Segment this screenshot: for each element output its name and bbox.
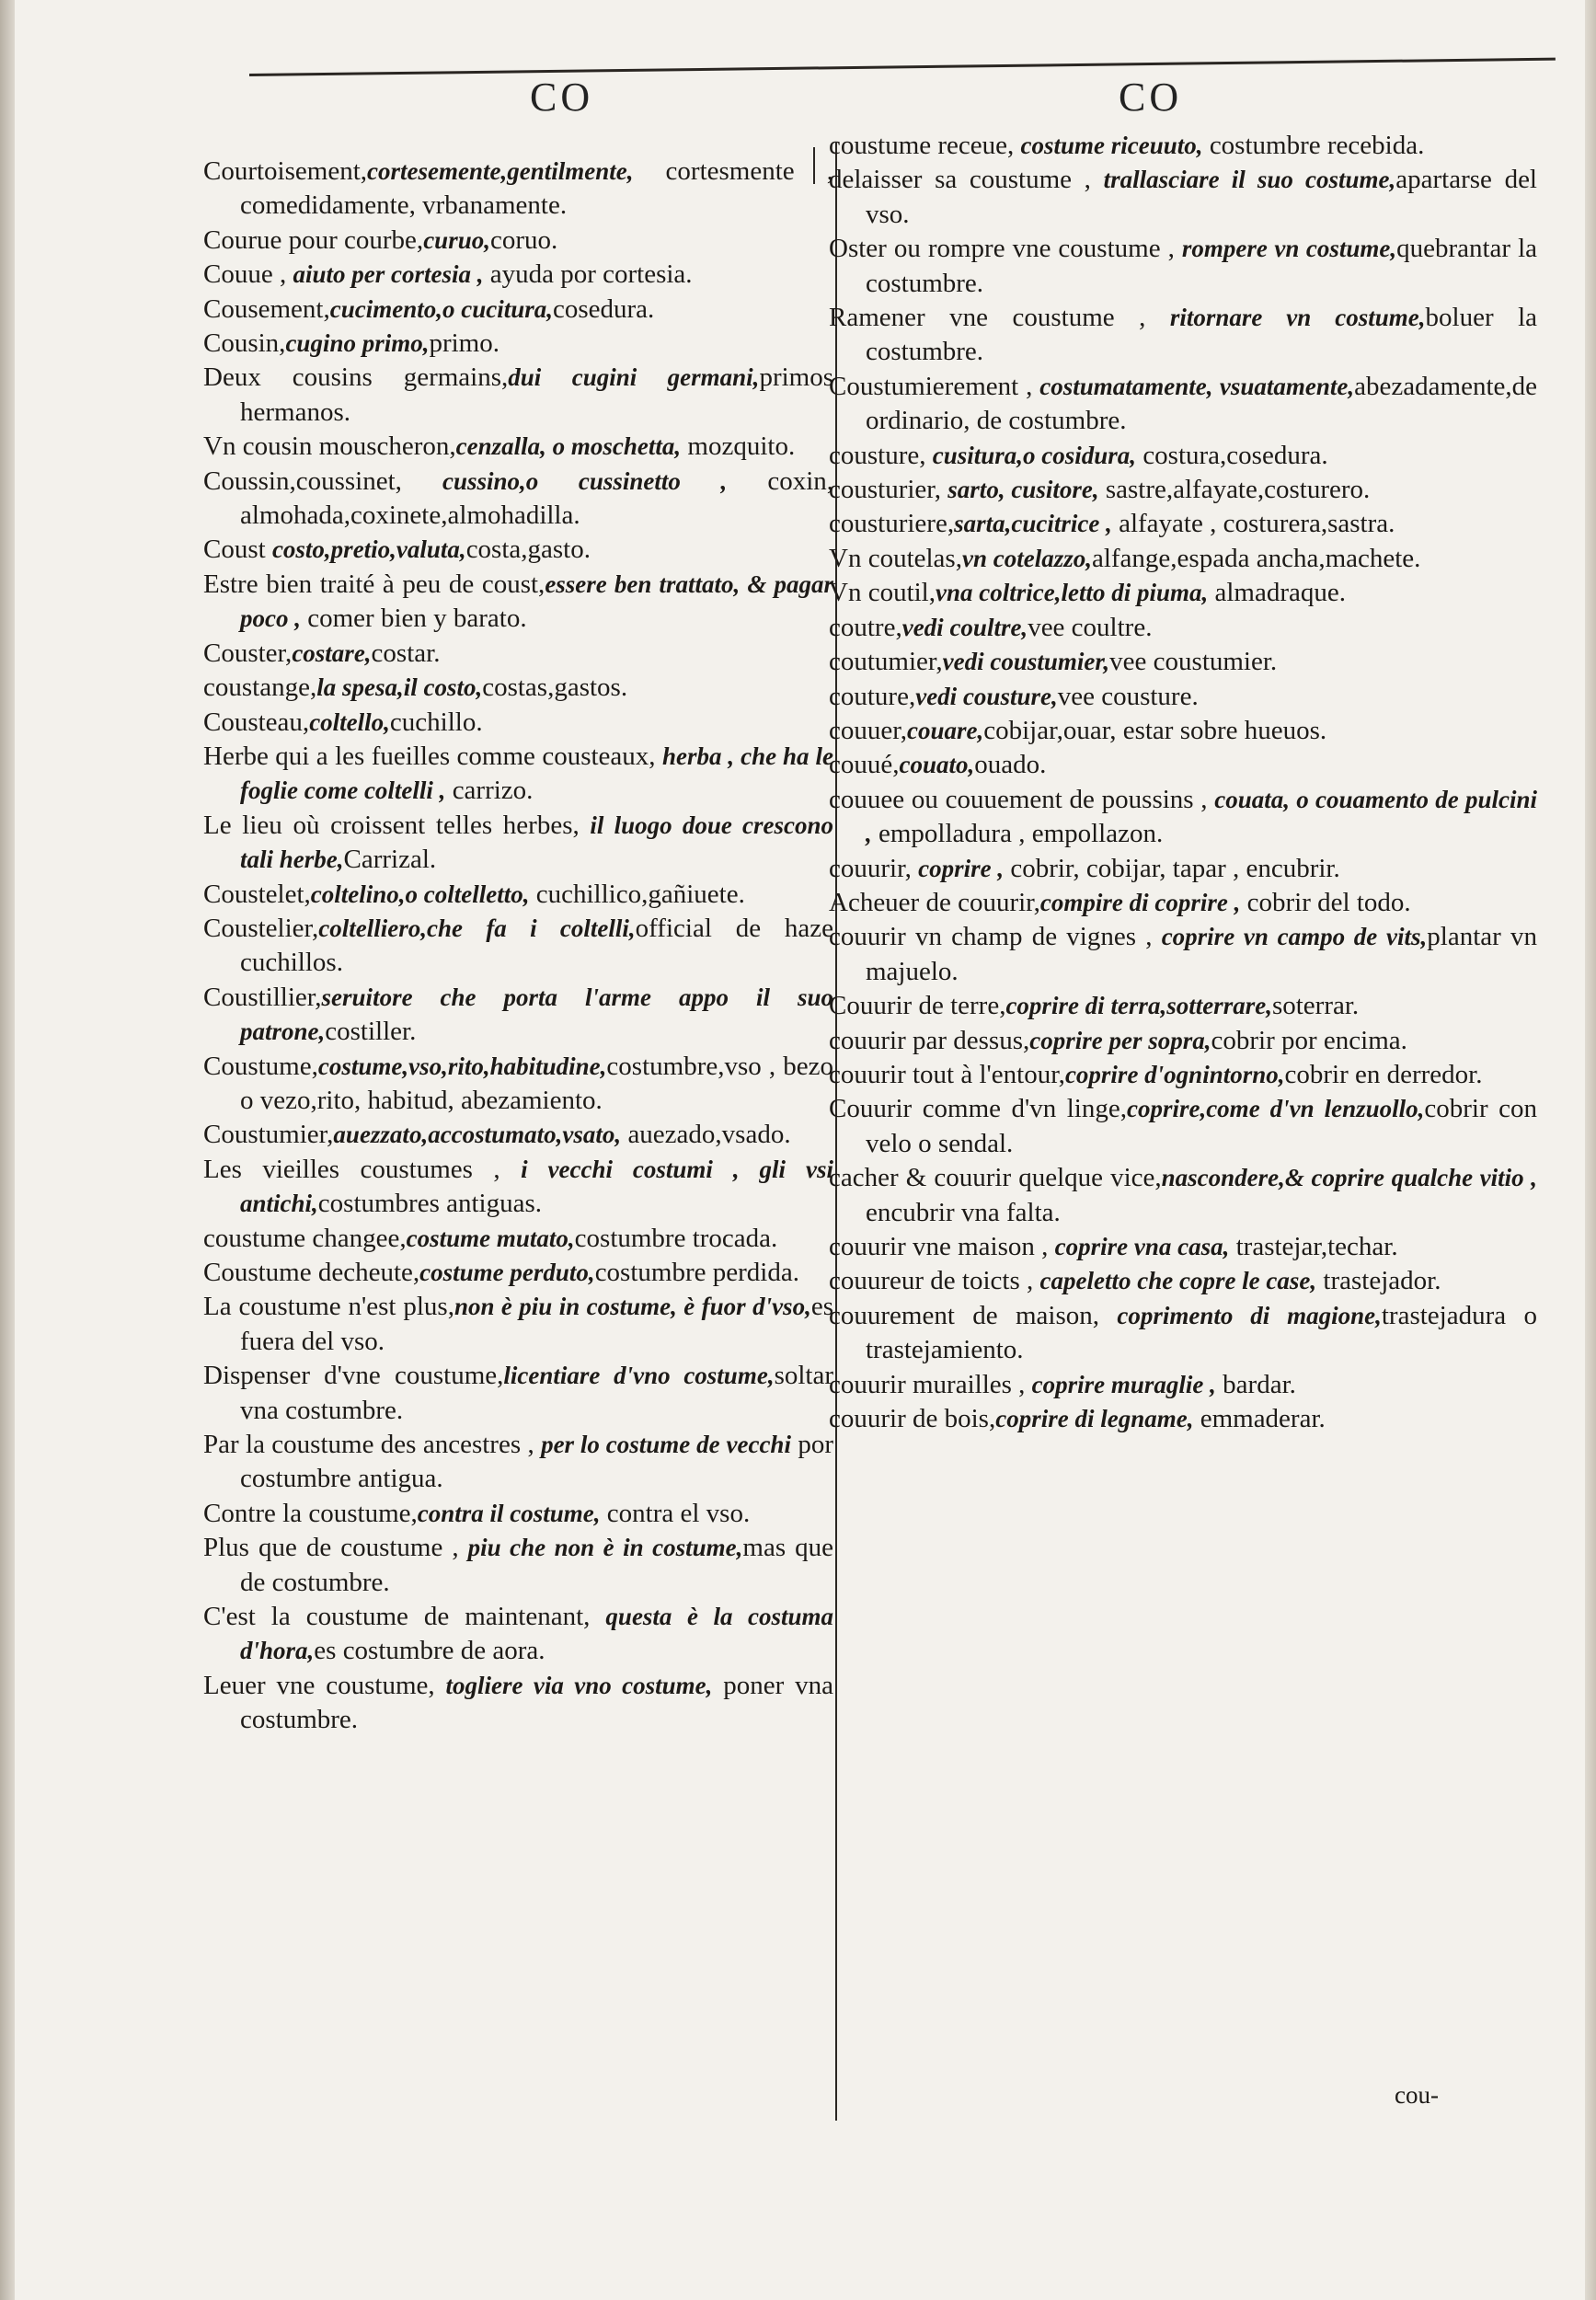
entry-french: coutre, <box>829 612 902 642</box>
dictionary-entry <box>829 507 1537 541</box>
entry-french: Couster, <box>203 638 293 668</box>
entry-spanish: Carrizal. <box>343 845 437 875</box>
entry-french: delaisser sa coustume , <box>829 165 1104 195</box>
dictionary-entry <box>203 224 833 258</box>
entry-french: Cousteau, <box>203 707 310 737</box>
entry-italian: dui cugini germani, <box>508 363 760 392</box>
entry-italian: herba , che ha le foglie come coltelli , <box>240 742 833 805</box>
dictionary-entry <box>203 1256 833 1290</box>
entry-italian: vn cotelazzo, <box>961 544 1092 572</box>
entry-spanish: plantar vn majuelo. <box>866 922 1537 986</box>
entry-italian: coltelino,o coltelletto, <box>310 880 530 908</box>
dictionary-entry <box>829 163 1537 232</box>
entry-spanish: official de haze cuchillos. <box>240 913 833 978</box>
dictionary-entry <box>203 293 833 327</box>
entry-italian: cenzalla, o moschetta, <box>455 432 682 461</box>
entry-french: cacher & couurir quelque vice, <box>829 1163 1162 1193</box>
dictionary-entry <box>203 1222 833 1256</box>
entry-spanish: alfayate , costurera,sastra. <box>1111 509 1395 539</box>
entry-italian: coprire d'ognintorno, <box>1064 1060 1285 1088</box>
entry-spanish: costumbre recebida. <box>1202 131 1425 160</box>
entry-french: couué, <box>829 750 900 780</box>
dictionary-entry <box>203 1118 833 1152</box>
dictionary-entry <box>203 637 833 671</box>
dictionary-entry <box>829 1368 1537 1402</box>
entry-spanish: vee cousture. <box>1057 681 1199 711</box>
entry-italian: contra il costume, <box>417 1499 601 1527</box>
dictionary-entry <box>829 473 1537 507</box>
dictionary-entry <box>203 533 833 567</box>
entry-spanish: costumbre,vso , bezo o vezo,rito, habitud, abezamiento. <box>240 1051 833 1115</box>
entry-spanish: cobrir del todo. <box>1240 887 1411 917</box>
entry-italian: togliere via vno costume, <box>445 1671 713 1699</box>
entry-spanish: boluer la costumbre. <box>866 303 1537 367</box>
dictionary-entry <box>203 1600 833 1669</box>
entry-spanish: por costumbre antigua. <box>240 1430 833 1494</box>
running-head-left: CO <box>530 75 594 120</box>
entry-french: couurir vne maison , <box>829 1232 1055 1261</box>
entry-spanish: costumbre trocada. <box>574 1223 778 1253</box>
entry-italian: costume riceuuto, <box>1020 132 1203 159</box>
entry-italian: la spesa,il costo, <box>316 673 483 702</box>
entry-french: Coustumier, <box>203 1120 334 1150</box>
entry-french: Dispenser d'vne coustume, <box>203 1361 504 1391</box>
entry-spanish: trastejadura o trastejamiento. <box>866 1300 1537 1365</box>
entry-french: Coussin,coussinet, <box>203 466 442 496</box>
entry-spanish: costura,cosedura. <box>1136 440 1328 470</box>
entry-spanish: costumbre perdida. <box>594 1258 799 1287</box>
entry-spanish: cobrir, cobijar, tapar , encubrir. <box>1004 853 1340 883</box>
entry-spanish: cosedura. <box>553 293 655 324</box>
entry-french: Le lieu où croissent telles herbes, <box>203 810 591 840</box>
entry-french: Par la coustume des ancestres , <box>203 1430 542 1460</box>
entry-spanish: cobrir por encima. <box>1211 1025 1407 1055</box>
scan-edge-right <box>1585 0 1596 2300</box>
entry-italian: coprire di legname, <box>995 1405 1194 1433</box>
entry-spanish: bardar. <box>1215 1369 1296 1399</box>
entry-french: Coustumierement , <box>829 371 1040 401</box>
entry-french: cousturiere, <box>829 509 955 539</box>
entry-french: couture, <box>829 681 916 711</box>
entry-french: Couurir comme d'vn linge, <box>829 1094 1127 1124</box>
entry-italian: il luogo doue crescono tali herbe, <box>240 811 833 874</box>
entry-spanish: comer bien y barato. <box>300 604 527 634</box>
dictionary-entry <box>829 886 1537 920</box>
entry-italian: coprire , <box>918 854 1005 882</box>
entry-spanish: mozquito. <box>681 431 796 462</box>
entry-spanish: soterrar. <box>1271 991 1360 1021</box>
dictionary-entry <box>829 1264 1537 1298</box>
dictionary-entry <box>203 1531 833 1600</box>
entry-french: Plus que de coustume , <box>203 1533 468 1563</box>
entry-spanish: almadraque. <box>1208 578 1346 608</box>
entry-italian: questa è la costuma d'hora, <box>240 1603 833 1665</box>
dictionary-entry <box>203 568 833 637</box>
entry-italian: aiuto per cortesia , <box>293 260 484 289</box>
dictionary-entry <box>203 912 833 981</box>
entry-spanish: cobrir en derredor. <box>1284 1059 1483 1089</box>
dictionary-entry <box>829 576 1537 610</box>
entry-french: coustange, <box>203 673 317 703</box>
entry-italian: piu che non è in costume, <box>467 1534 743 1562</box>
dictionary-entry <box>203 1428 833 1497</box>
dictionary-entry <box>829 1402 1537 1436</box>
entry-french: couurir murailles , <box>829 1369 1032 1399</box>
entry-italian: coprimento di magione, <box>1117 1301 1382 1329</box>
entry-italian: sarta,cucitrice , <box>954 510 1112 538</box>
dictionary-entry <box>829 542 1537 576</box>
dictionary-entry <box>203 465 833 534</box>
entry-italian: cucimento,o cucitura, <box>329 294 553 323</box>
dictionary-entry <box>829 1299 1537 1368</box>
entry-spanish: sastre,alfayate,costurero. <box>1098 475 1371 505</box>
entry-french: Couurir de terre, <box>829 991 1006 1021</box>
entry-italian: auezzato,accostumato,vsato, <box>333 1121 622 1149</box>
entry-french: La coustume n'est plus, <box>203 1292 454 1322</box>
entry-french: cousturier, <box>829 475 948 505</box>
dictionary-entry <box>203 258 833 292</box>
dictionary-entry <box>829 1161 1537 1230</box>
entry-french: Vn cousin mouscheron, <box>203 431 456 462</box>
entry-italian: vedi cousture, <box>915 682 1058 710</box>
running-head-right: CO <box>1119 75 1183 120</box>
entry-spanish: alfange,espada ancha,machete. <box>1091 543 1421 573</box>
dictionary-entry <box>203 740 833 809</box>
dictionary-entry <box>203 809 833 878</box>
entry-spanish: costumbres antiguas. <box>317 1189 543 1219</box>
entry-french: Les vieilles coustumes , <box>203 1154 522 1184</box>
entry-italian: costare, <box>292 638 372 667</box>
entry-italian: costume,vso,rito,habitudine, <box>317 1052 607 1080</box>
entry-italian: coprire muraglie , <box>1031 1370 1216 1398</box>
entry-spanish: soltar vna costumbre. <box>240 1361 833 1425</box>
entry-italian: nascondere,& coprire qualche vitio , <box>1161 1164 1537 1192</box>
entry-french: Ramener vne coustume , <box>829 303 1170 333</box>
catchword: cou- <box>1395 2081 1439 2109</box>
entry-italian: cussino,o cussinetto , <box>442 466 728 495</box>
entry-french: couurir par dessus, <box>829 1025 1030 1055</box>
entry-italian: costume mutato, <box>406 1224 575 1252</box>
dictionary-entry <box>829 645 1537 679</box>
dictionary-entry <box>829 989 1537 1023</box>
dictionary-entry <box>829 1024 1537 1058</box>
entry-italian: sarto, cusitore, <box>947 476 1099 504</box>
dictionary-entry <box>829 611 1537 645</box>
entry-italian: coltello, <box>309 707 390 736</box>
entry-spanish: ouado. <box>974 750 1047 780</box>
dictionary-entry <box>829 370 1537 439</box>
entry-french: Cousement, <box>203 293 330 324</box>
entry-french: Oster ou rompre vne coustume , <box>829 234 1182 264</box>
entry-spanish: trastejar,techar. <box>1229 1232 1398 1261</box>
dictionary-entry <box>203 1669 833 1738</box>
entry-french: Estre bien traité à peu de coust, <box>203 569 545 599</box>
entry-spanish: apartarse del vso. <box>866 165 1537 229</box>
dictionary-entry <box>829 1092 1537 1161</box>
dictionary-entry <box>829 1230 1537 1264</box>
entry-italian: cortesemente,gentilmente, <box>367 157 634 185</box>
dictionary-entry <box>829 439 1537 473</box>
dictionary-entry <box>829 748 1537 782</box>
dictionary-entry <box>829 301 1537 370</box>
entry-french: Vn coutelas, <box>829 543 962 573</box>
entry-spanish: mas que de costumbre. <box>240 1533 834 1597</box>
entry-spanish: auezado,vsado. <box>621 1120 791 1150</box>
entry-italian: trallasciare il suo costume, <box>1103 166 1396 194</box>
entry-french: couurement de maison, <box>829 1300 1118 1330</box>
entry-spanish: contra el vso. <box>600 1498 751 1528</box>
entry-french: coutumier, <box>829 647 943 677</box>
dictionary-entry <box>203 361 833 430</box>
dictionary-entry <box>203 1050 833 1119</box>
entry-french: C'est la coustume de maintenant, <box>203 1602 606 1632</box>
entry-spanish: costa,gasto. <box>465 535 591 565</box>
entry-french: Coustume decheute, <box>203 1258 420 1287</box>
dictionary-entry <box>829 680 1537 714</box>
entry-italian: vna coltrice,letto di piuma, <box>936 579 1209 607</box>
entry-french: Leuer vne coustume, <box>203 1670 446 1700</box>
scan-edge-left <box>0 0 15 2300</box>
entry-french: Cousin, <box>203 328 286 359</box>
dictionary-entry <box>203 1290 833 1359</box>
dictionary-entry <box>829 232 1537 301</box>
dictionary-entry <box>203 1497 833 1531</box>
entry-french: Contre la coustume, <box>203 1498 418 1528</box>
entry-spanish: quebrantar la costumbre. <box>866 234 1537 298</box>
entry-spanish: costar. <box>371 638 441 668</box>
entry-french: Coustume, <box>203 1051 318 1081</box>
entry-french: coustume changee, <box>203 1223 407 1253</box>
dictionary-entry <box>829 1058 1537 1092</box>
entry-italian: vedi coultre, <box>901 613 1028 641</box>
entry-spanish: ayuda por cortesia. <box>483 259 693 290</box>
dictionary-entry <box>203 1153 833 1222</box>
entry-spanish: vee coultre. <box>1028 612 1153 642</box>
entry-italian: coprire per sopra, <box>1029 1026 1211 1054</box>
entry-french: couuer, <box>829 715 907 745</box>
dictionary-entry <box>829 714 1537 748</box>
entry-italian: rompere vn costume, <box>1181 235 1397 263</box>
entry-french: Deux cousins germains, <box>203 362 509 393</box>
entry-french: couureur de toicts , <box>829 1266 1040 1296</box>
dictionary-entry <box>203 878 833 912</box>
entry-spanish: costiller. <box>325 1017 417 1047</box>
entry-french: couurir, <box>829 853 919 883</box>
entry-italian: curuo, <box>423 225 490 254</box>
entry-italian: licentiare d'vno costume, <box>503 1362 775 1390</box>
entry-italian: coltelliero,che fa i coltelli, <box>318 914 636 942</box>
entry-italian: per lo costume de vecchi <box>541 1431 791 1459</box>
right-column <box>829 129 1537 1436</box>
entry-french: couurir tout à l'entour, <box>829 1059 1065 1089</box>
entry-spanish: costas,gastos. <box>482 673 628 703</box>
entry-french: Coustillier, <box>203 982 322 1012</box>
entry-italian: cugino primo, <box>285 329 430 358</box>
dictionary-entry <box>829 920 1537 989</box>
entry-italian: coprire,come d'vn lenzuollo, <box>1126 1095 1425 1123</box>
entry-italian: couato, <box>899 751 975 779</box>
entry-spanish: primos hermanos. <box>240 362 833 427</box>
entry-italian: ritornare vn costume, <box>1169 304 1426 332</box>
entry-spanish: carrizo. <box>445 776 534 806</box>
dictionary-entry <box>829 129 1537 163</box>
entry-french: Vn coutil, <box>829 578 936 608</box>
entry-french: coustume receue, <box>829 131 1021 160</box>
entry-french: Courtoisement, <box>203 156 368 186</box>
entry-italian: vedi coustumier, <box>942 648 1110 676</box>
dictionary-entry <box>203 1359 833 1428</box>
dictionary-entry <box>203 327 833 361</box>
entry-spanish: cobrir con velo o sendal. <box>866 1094 1537 1158</box>
entry-italian: costume perduto, <box>419 1259 595 1286</box>
entry-spanish: trastejador. <box>1316 1266 1441 1296</box>
header-rule <box>249 58 1556 76</box>
entry-spanish: cuchillico,gañiuete. <box>529 879 745 909</box>
left-column <box>203 155 833 1738</box>
entry-spanish: coruo. <box>489 224 558 255</box>
entry-french: Courue pour courbe, <box>203 224 424 255</box>
entry-spanish: emmaderar. <box>1193 1404 1326 1434</box>
entry-italian: i vecchi costumi , gli vsi antichi, <box>240 1155 833 1218</box>
dictionary-entry <box>203 981 833 1050</box>
entry-italian: coprire vn campo de vits, <box>1161 923 1428 951</box>
entry-french: Coust <box>203 535 272 565</box>
entry-italian: capeletto che copre le case, <box>1039 1267 1317 1295</box>
dictionary-entry <box>829 783 1537 852</box>
dictionary-entry <box>203 706 833 740</box>
dictionary-entry <box>829 852 1537 886</box>
entry-french: Coustelier, <box>203 913 319 943</box>
entry-french: Acheuer de couurir, <box>829 887 1040 917</box>
entry-spanish: abezadamente,de ordinario, de costumbre. <box>866 371 1537 436</box>
entry-spanish: cortesmente , comedidamente, vrbanamente. <box>240 156 833 221</box>
entry-french: Couue , <box>203 259 293 290</box>
entry-italian: essere ben trattato, & pagar poco , <box>240 569 833 633</box>
entry-italian: non è piu in costume, è fuor d'vso, <box>454 1293 811 1321</box>
entry-french: cousture, <box>829 440 933 470</box>
dictionary-entry <box>203 430 833 464</box>
entry-french: couuee ou couuement de poussins , <box>829 784 1215 814</box>
entry-spanish: poner vna costumbre. <box>240 1670 833 1735</box>
entry-french: couurir vn champ de vignes , <box>829 922 1162 952</box>
entry-italian: coprire di terra,sotterrare, <box>1005 992 1272 1020</box>
entry-italian: couata, o couamento de pulcini , <box>866 785 1537 848</box>
entry-italian: couare, <box>907 716 984 744</box>
entry-spanish: primo. <box>429 328 499 359</box>
entry-spanish: es fuera del vso. <box>240 1292 833 1356</box>
entry-spanish: empolladura , empollazon. <box>871 819 1164 849</box>
entry-italian: costo,pretio,valuta, <box>271 535 466 564</box>
entry-french: Coustelet, <box>203 879 311 909</box>
entry-spanish: coxin, almohada,coxinete,almohadilla. <box>240 466 833 531</box>
entry-spanish: cobijar,ouar, estar sobre hueuos. <box>983 715 1327 745</box>
entry-spanish: es costumbre de aora. <box>314 1636 545 1666</box>
entry-spanish: vee coustumier. <box>1109 647 1278 677</box>
dictionary-entry <box>203 671 833 705</box>
entry-french: Herbe qui a les fueilles comme cousteaux, <box>203 741 662 771</box>
entry-spanish: encubrir vna falta. <box>866 1197 1061 1227</box>
entry-italian: seruitore che porta l'arme appo il suo patrone, <box>240 983 833 1046</box>
dictionary-entry <box>203 155 833 224</box>
entry-italian: cusitura,o cosidura, <box>932 441 1137 469</box>
entry-italian: compire di coprire , <box>1039 888 1241 916</box>
entry-french: couurir de bois, <box>829 1404 996 1434</box>
entry-italian: coprire vna casa, <box>1054 1233 1230 1260</box>
entry-spanish: cuchillo. <box>389 707 483 737</box>
book-page <box>15 0 1585 2300</box>
entry-italian: costumatamente, vsuatamente, <box>1039 372 1355 400</box>
